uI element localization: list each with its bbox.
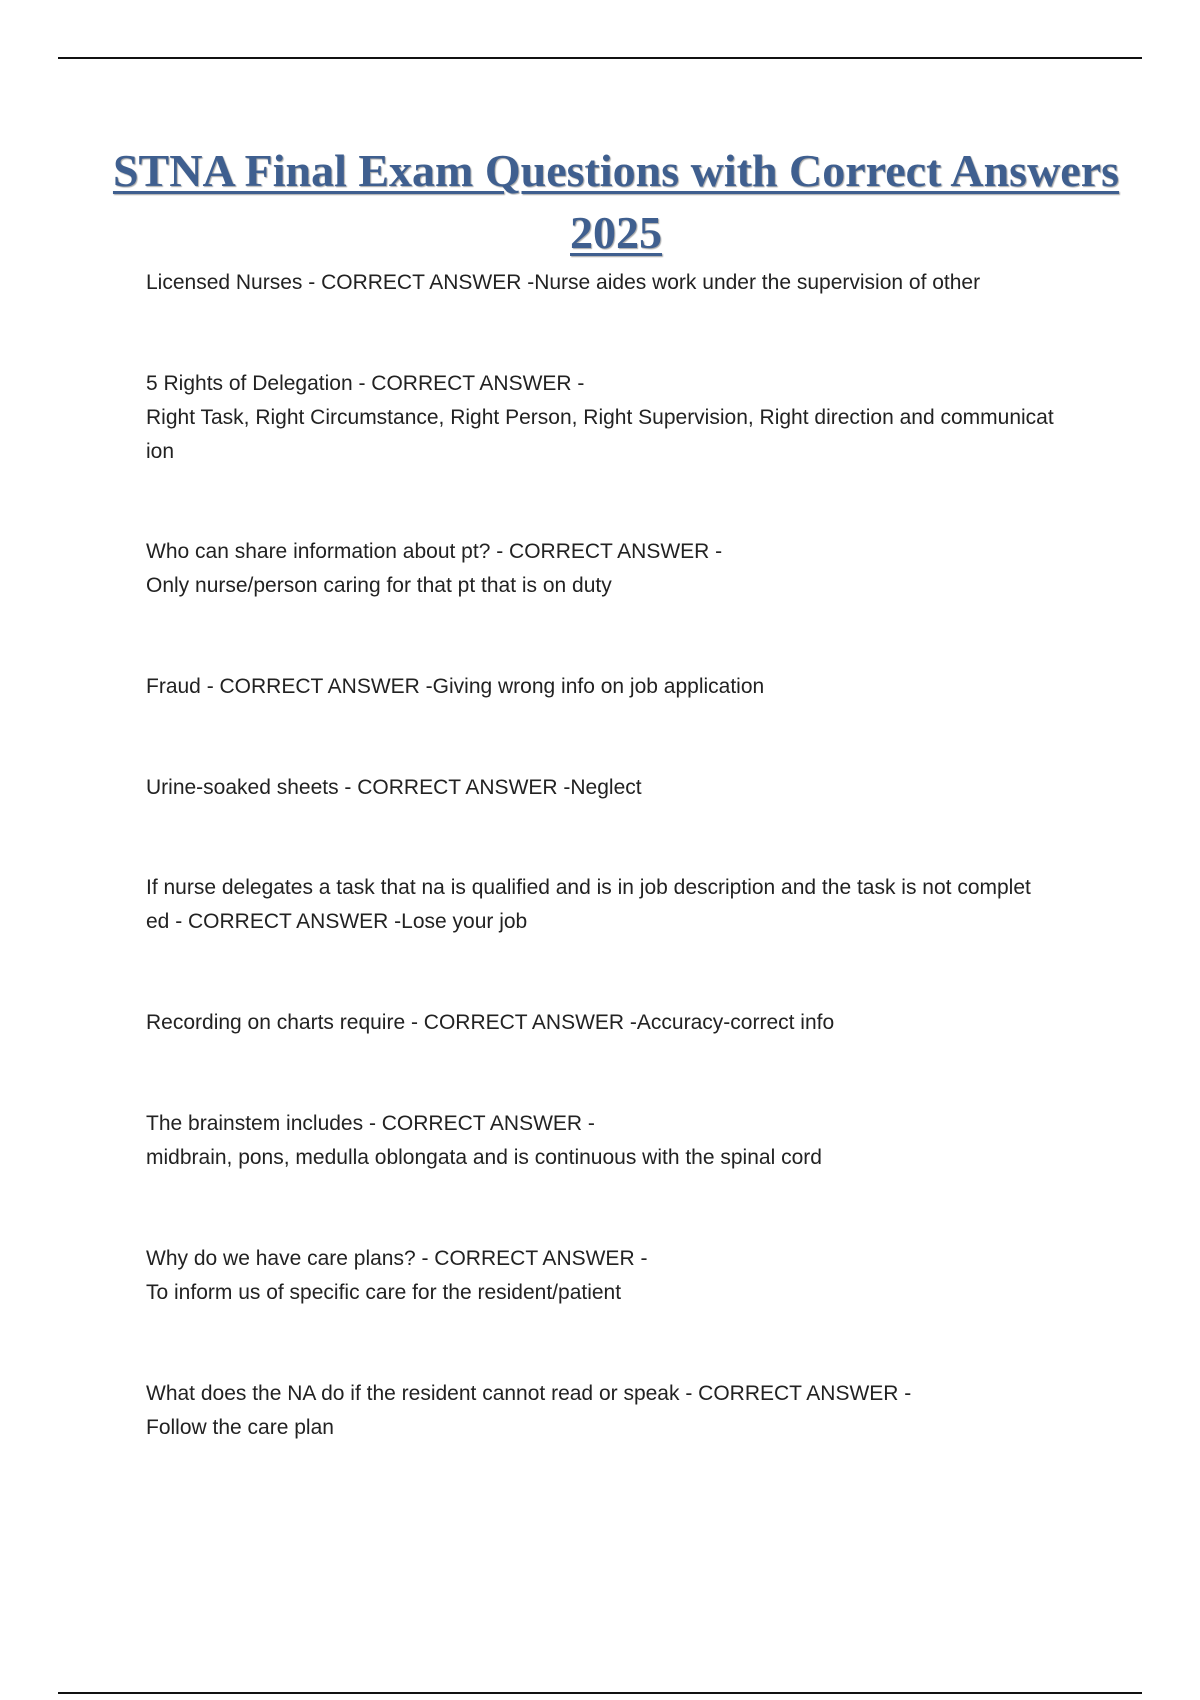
top-rule — [58, 57, 1142, 59]
qa-item: Why do we have care plans? - CORRECT ANSWER - To inform us of specific care for the resident/patient — [146, 1247, 648, 1304]
qa-item: Urine-soaked sheets - CORRECT ANSWER -Neglect — [146, 776, 642, 799]
qa-item: Licensed Nurses - CORRECT ANSWER -Nurse aides work under the supervision of other — [146, 271, 981, 294]
qa-item: Who can share information about pt? - CORRECT ANSWER - Only nurse/person caring for that pt that is on duty — [146, 540, 723, 597]
qa-item: 5 Rights of Delegation - CORRECT ANSWER - Right Task, Right Circumstance, Right Person, Right Supervision, Right direction and communicat ion — [146, 372, 1054, 463]
qa-item: Recording on charts require - CORRECT ANSWER -Accuracy-correct info — [146, 1011, 835, 1034]
qa-item: The brainstem includes - CORRECT ANSWER - midbrain, pons, medulla oblongata and is continuous with the spinal cord — [146, 1112, 822, 1169]
qa-item: If nurse delegates a task that na is qualified and is in job description and the task is not complet ed - CORRECT ANSWER -Lose your job — [146, 876, 1031, 933]
document-title: STNA Final Exam Questions with Correct Answers 2025 — [112, 145, 1120, 258]
bottom-rule — [58, 1692, 1142, 1694]
qa-item: Fraud - CORRECT ANSWER -Giving wrong info on job application — [146, 675, 765, 698]
qa-item: What does the NA do if the resident cannot read or speak - CORRECT ANSWER - Follow the care plan — [146, 1382, 912, 1439]
